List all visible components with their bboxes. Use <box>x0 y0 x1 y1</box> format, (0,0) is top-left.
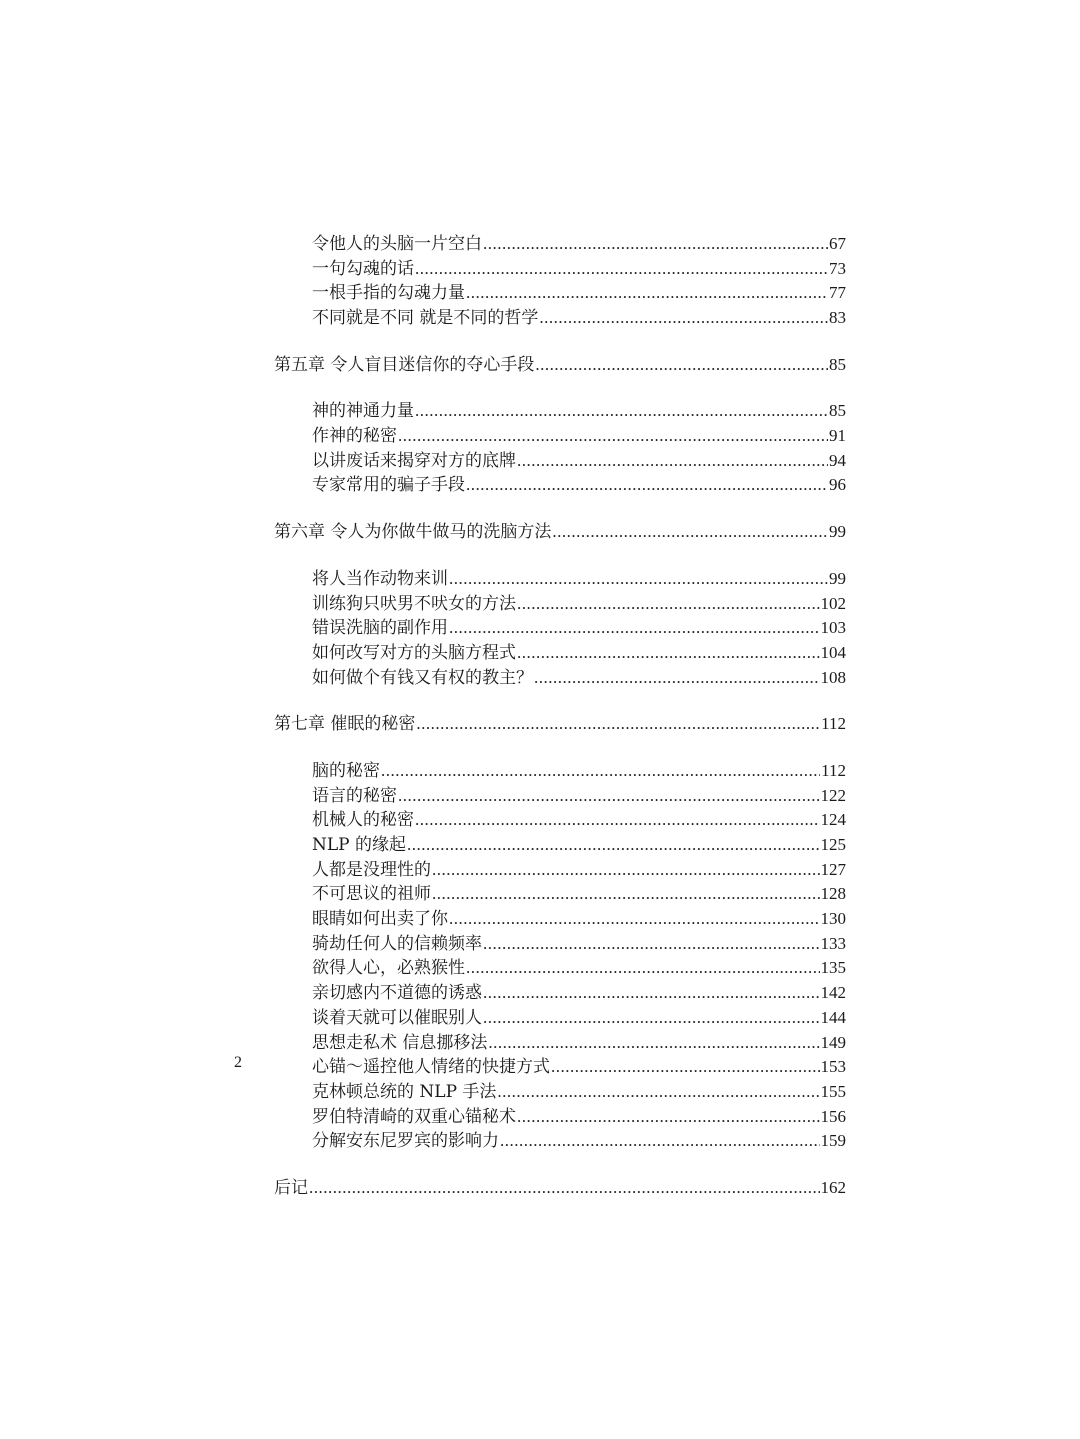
toc-entry-page: 128 <box>820 884 846 904</box>
toc-entry-page: 130 <box>820 909 846 929</box>
toc-dot-leader <box>466 473 828 498</box>
toc-section-entry <box>274 858 846 883</box>
toc-entry-title: 罗伯特清崎的双重心锚秘术 <box>312 1106 516 1127</box>
toc-section-entry <box>274 932 846 957</box>
toc-entry-title: 一根手指的勾魂力量 <box>312 283 465 304</box>
toc-dot-leader <box>416 712 820 737</box>
toc-section-entry <box>274 1080 846 1105</box>
toc-entry-title: 将人当作动物来训 <box>312 568 448 589</box>
toc-entry-title: 眼睛如何出卖了你 <box>312 909 448 930</box>
toc-entry-title: 第五章 令人盲目迷信你的夺心手段 <box>274 354 535 375</box>
toc-entry-page: 96 <box>829 475 846 495</box>
toc-entry-title: 亲切感内不道德的诱惑 <box>312 983 482 1004</box>
toc-entry-page: 135 <box>820 958 846 978</box>
toc-dot-leader <box>517 592 820 617</box>
toc-chapter-group <box>274 520 846 545</box>
toc-spacer <box>274 737 846 759</box>
toc-entry-page: 149 <box>820 1032 846 1052</box>
toc-section-group <box>274 399 846 498</box>
toc-entry-title: 人都是没理性的 <box>312 859 431 880</box>
toc-dot-leader <box>381 759 820 784</box>
toc-entry-page: 83 <box>829 308 846 328</box>
toc-entry-title: 专家常用的骗子手段 <box>312 475 465 496</box>
toc-dot-leader <box>551 1055 820 1080</box>
toc-dot-leader <box>517 641 820 666</box>
toc-entry-title: 作神的秘密 <box>312 426 397 447</box>
toc-section-entry <box>274 833 846 858</box>
toc-dot-leader <box>415 399 828 424</box>
toc-entry-title: 心锚～遥控他人情绪的快捷方式 <box>312 1057 550 1078</box>
toc-entry-page: 144 <box>820 1007 846 1027</box>
toc-dot-leader <box>483 932 820 957</box>
toc-chapter-entry <box>274 520 846 545</box>
toc-entry-page: 103 <box>820 618 846 638</box>
toc-entry-page: 162 <box>820 1177 846 1197</box>
toc-dot-leader <box>432 858 820 883</box>
toc-section-entry <box>274 424 846 449</box>
toc-dot-leader <box>483 232 828 257</box>
toc-entry-page: 77 <box>829 283 846 303</box>
toc-spacer <box>274 331 846 353</box>
toc-section-entry <box>274 1055 846 1080</box>
toc-dot-leader <box>466 281 828 306</box>
toc-chapter-entry <box>274 353 846 378</box>
toc-section-entry <box>274 1031 846 1056</box>
toc-dot-leader <box>500 1129 820 1154</box>
toc-entry-title: 第七章 催眠的秘密 <box>274 714 416 735</box>
toc-entry-page: 155 <box>820 1081 846 1101</box>
toc-spacer <box>274 377 846 399</box>
toc-entry-page: 67 <box>829 233 846 253</box>
toc-entry-page: 125 <box>820 835 846 855</box>
toc-entry-title: 第六章 令人为你做牛做马的洗脑方法 <box>274 522 552 543</box>
toc-dot-leader <box>449 616 820 641</box>
toc-section-entry <box>274 666 846 691</box>
toc-section-entry <box>274 882 846 907</box>
toc-dot-leader <box>466 956 820 981</box>
toc-entry-title: 以讲废话来揭穿对方的底牌 <box>312 450 516 471</box>
toc-entry-title: 骑劫任何人的信赖频率 <box>312 933 482 954</box>
toc-section-entry <box>274 808 846 833</box>
toc-chapter-entry <box>274 712 846 737</box>
toc-section-entry <box>274 907 846 932</box>
toc-section-group <box>274 567 846 690</box>
toc-section-entry <box>274 399 846 424</box>
toc-spacer <box>274 545 846 567</box>
toc-dot-leader <box>398 784 820 809</box>
toc-section-entry <box>274 567 846 592</box>
toc-entry-page: 85 <box>829 354 846 374</box>
toc-entry-page: 94 <box>829 450 846 470</box>
toc-entry-page: 159 <box>820 1131 846 1151</box>
toc-chapter-entry <box>274 1176 846 1201</box>
toc-entry-title: 如何做个有钱又有权的教主？ <box>312 667 533 688</box>
toc-entry-page: 153 <box>820 1057 846 1077</box>
toc-entry-title: 脑的秘密 <box>312 760 380 781</box>
toc-entry-page: 102 <box>820 593 846 613</box>
toc-section-entry <box>274 449 846 474</box>
toc-dot-leader <box>483 1006 820 1031</box>
toc-dot-leader <box>534 666 820 691</box>
toc-entry-title: 神的神通力量 <box>312 401 414 422</box>
toc-spacer <box>274 498 846 520</box>
toc-dot-leader <box>415 257 828 282</box>
toc-spacer <box>274 1154 846 1176</box>
toc-entry-title: 分解安东尼罗宾的影响力 <box>312 1131 499 1152</box>
toc-entry-title: 一句勾魂的话 <box>312 258 414 279</box>
toc-dot-leader <box>539 306 828 331</box>
toc-dot-leader <box>449 567 828 592</box>
toc-chapter-group <box>274 1176 846 1201</box>
toc-section-entry <box>274 232 846 257</box>
toc-section-entry <box>274 257 846 282</box>
toc-section-entry <box>274 641 846 666</box>
toc-entry-page: 122 <box>820 785 846 805</box>
toc-entry-page: 156 <box>820 1106 846 1126</box>
toc-entry-title: 机械人的秘密 <box>312 810 414 831</box>
toc-entry-page: 127 <box>820 859 846 879</box>
toc-section-group <box>274 759 846 1154</box>
toc-entry-page: 142 <box>820 983 846 1003</box>
toc-entry-page: 104 <box>820 642 846 662</box>
toc-dot-leader <box>415 808 820 833</box>
toc-dot-leader <box>407 833 819 858</box>
toc-entry-title: 后记 <box>274 1177 308 1198</box>
toc-section-entry <box>274 474 846 499</box>
toc-dot-leader <box>432 882 820 907</box>
toc-dot-leader <box>517 449 828 474</box>
toc-section-entry <box>274 616 846 641</box>
toc-dot-leader <box>552 520 828 545</box>
toc-entry-page: 133 <box>820 933 846 953</box>
page-number: 2 <box>234 1054 242 1071</box>
toc-dot-leader <box>535 353 828 378</box>
toc-section-entry <box>274 981 846 1006</box>
toc-entry-page: 73 <box>829 258 846 278</box>
toc-spacer <box>274 690 846 712</box>
toc-entry-page: 108 <box>820 667 846 687</box>
toc-entry-page: 99 <box>829 568 846 588</box>
toc-section-entry <box>274 759 846 784</box>
toc-entry-title: 克林顿总统的 NLP 手法 <box>312 1081 497 1102</box>
table-of-contents <box>274 232 846 1201</box>
toc-dot-leader <box>488 1031 819 1056</box>
toc-entry-page: 112 <box>821 760 846 780</box>
toc-entry-title: 不同就是不同 就是不同的哲学 <box>312 308 539 329</box>
toc-entry-title: 谈着天就可以催眠别人 <box>312 1007 482 1028</box>
toc-dot-leader <box>449 907 820 932</box>
toc-section-group <box>274 232 846 331</box>
toc-section-entry <box>274 1105 846 1130</box>
toc-entry-title: 训练狗只吠男不吠女的方法 <box>312 593 516 614</box>
toc-entry-title: 错误洗脑的副作用 <box>312 618 448 639</box>
toc-section-entry <box>274 957 846 982</box>
toc-entry-page: 124 <box>820 810 846 830</box>
toc-section-entry <box>274 1129 846 1154</box>
toc-section-entry <box>274 784 846 809</box>
toc-section-entry <box>274 306 846 331</box>
toc-entry-page: 99 <box>829 522 846 542</box>
toc-chapter-group <box>274 353 846 378</box>
toc-section-entry <box>274 592 846 617</box>
toc-entry-title: 令他人的头脑一片空白 <box>312 233 482 254</box>
toc-entry-title: 语言的秘密 <box>312 785 397 806</box>
toc-dot-leader <box>309 1176 820 1201</box>
toc-entry-page: 85 <box>829 401 846 421</box>
toc-dot-leader <box>398 424 828 449</box>
toc-dot-leader <box>497 1080 819 1105</box>
toc-section-entry <box>274 281 846 306</box>
toc-chapter-group <box>274 712 846 737</box>
toc-entry-page: 112 <box>821 714 846 734</box>
toc-entry-title: 欲得人心，必熟猴性 <box>312 958 465 979</box>
toc-entry-title: 不可思议的祖师 <box>312 884 431 905</box>
toc-entry-title: 如何改写对方的头脑方程式 <box>312 642 516 663</box>
toc-dot-leader <box>517 1105 820 1130</box>
toc-entry-page: 91 <box>829 426 846 446</box>
toc-section-entry <box>274 1006 846 1031</box>
toc-dot-leader <box>483 981 820 1006</box>
toc-entry-title: NLP 的缘起 <box>312 835 407 856</box>
toc-entry-title: 思想走私术 信息挪移法 <box>312 1032 488 1053</box>
